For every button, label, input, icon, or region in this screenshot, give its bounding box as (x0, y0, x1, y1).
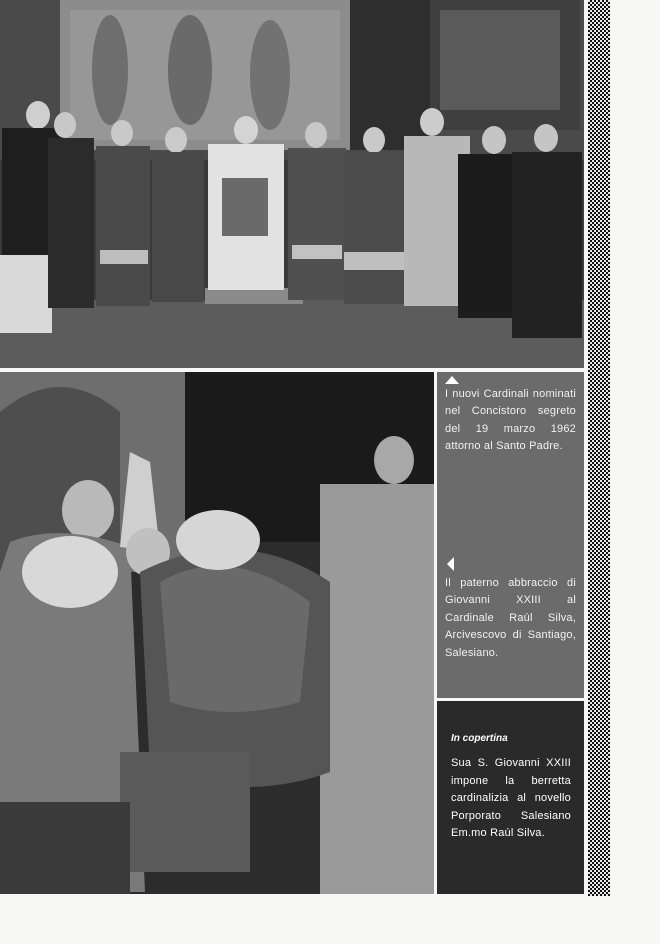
pope-embrace-photo (0, 372, 434, 894)
cover-heading: In copertina (451, 733, 508, 744)
top-photo-caption: I nuovi Cardinali nominati nel Concistoro segreto del 19 marzo 1962 attorno al Santo Padre. (445, 388, 576, 453)
checkered-border (588, 0, 610, 896)
caption-panel (437, 372, 584, 698)
cover-note-panel (437, 701, 584, 894)
cover-description: Sua S. Giovanni XXIII impone la berretta cardinalizia al novello Porporato Salesiano Em.mo Raúl Silva. (451, 757, 571, 840)
arrow-up-icon (445, 376, 459, 384)
arrow-left-icon (447, 557, 454, 571)
cardinals-group-photo (0, 0, 584, 368)
bottom-photo-caption: Il paterno abbraccio di Giovanni XXIII al Cardinale Raúl Silva, Arcivescovo di Santiago, Salesiano. (445, 577, 576, 659)
